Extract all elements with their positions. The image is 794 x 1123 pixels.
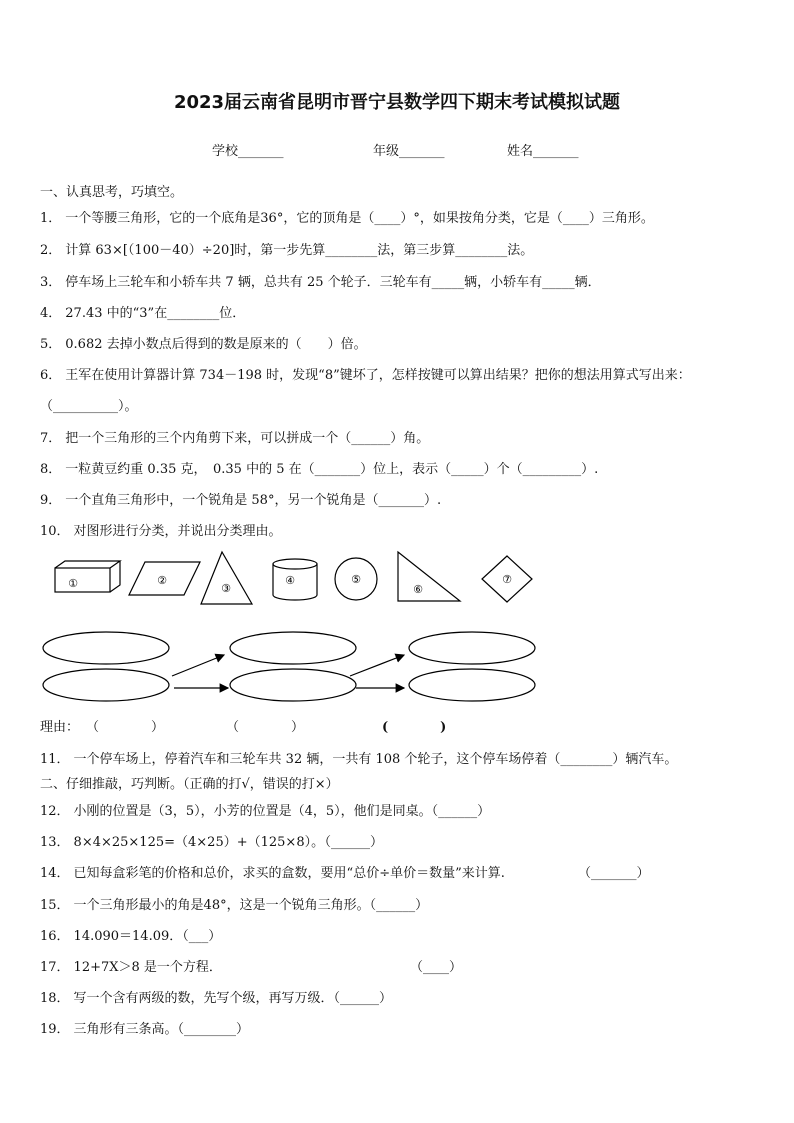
question-number: 15． xyxy=(40,898,70,913)
question-number: 17． xyxy=(40,960,70,975)
question-text: 把一个三角形的三个内角剪下来，可以拼成一个（______）角。 xyxy=(65,431,430,446)
reason-blank-1[interactable]: （ ） xyxy=(86,720,165,735)
figure-label-7: ⑦ xyxy=(502,573,512,586)
question-text: 对图形进行分类，并说出分类理由。 xyxy=(73,524,282,539)
grade-field[interactable]: 年级_______ xyxy=(373,144,445,159)
question-number: 16． xyxy=(40,929,70,944)
question-number: 12． xyxy=(40,804,70,819)
section-heading-2: 二、仔细推敲，巧判断。（正确的打√，错误的打×） xyxy=(40,777,339,792)
question-2 xyxy=(40,239,533,258)
category-ellipse[interactable] xyxy=(43,632,169,664)
reason-label: 理由： xyxy=(40,720,80,735)
cylinder-shape xyxy=(273,559,317,600)
question-text: 14.090＝14.09．（___） xyxy=(73,929,222,944)
question-9 xyxy=(40,489,441,508)
question-number: 9． xyxy=(40,493,62,508)
figure-label-6: ⑥ xyxy=(413,583,423,596)
question-text: 写一个含有两级的数，先写个级，再写万级．（______） xyxy=(73,991,393,1006)
classification-diagram xyxy=(40,628,560,706)
question-12 xyxy=(40,800,490,819)
category-ellipse[interactable] xyxy=(409,669,535,701)
shapes-figure xyxy=(40,548,550,610)
arrow xyxy=(172,655,224,676)
question-number: 10． xyxy=(40,524,70,539)
question-number: 19． xyxy=(40,1022,70,1037)
question-text: 一粒黄豆约重 0.35 克， 0.35 中的 5 在（_______）位上，表示（_____）个（_________）. xyxy=(65,462,599,477)
question-text: 27.43 中的“3”在________位． xyxy=(65,306,246,321)
figure-label-1: ① xyxy=(68,577,78,590)
question-7 xyxy=(40,427,429,446)
figure-label-2: ② xyxy=(157,574,167,587)
question-number: 7． xyxy=(40,431,62,446)
question-number: 13． xyxy=(40,835,70,850)
figure-label-3: ③ xyxy=(221,582,231,595)
question-13-blank[interactable]: （______） xyxy=(318,835,384,850)
question-text: 王军在使用计算器计算 734－198 时，发现“8”键坏了，怎样按键可以算出结果？把你的想法用算式写出来： xyxy=(65,368,691,383)
question-number: 3． xyxy=(40,275,62,290)
reason-blank-3[interactable]: ( ) xyxy=(382,720,447,735)
category-ellipse[interactable] xyxy=(43,669,169,701)
question-17-blank[interactable]: （____） xyxy=(410,960,463,975)
page-title: 2023届云南省昆明市晋宁县数学四下期末考试模拟试题 xyxy=(173,92,621,113)
question-text: 一个等腰三角形，它的一个底角是36°，它的顶角是（____）°，如果按角分类，它是（____）三角形。 xyxy=(65,211,654,226)
right-triangle-shape xyxy=(398,552,460,601)
question-8 xyxy=(40,458,598,477)
category-ellipse[interactable] xyxy=(409,632,535,664)
question-text: 一个三角形最小的角是48°，这是一个锐角三角形。（______） xyxy=(73,898,429,913)
question-text: 已知每盒彩笔的价格和总价，求买的盒数，要用“总价÷单价＝数量”来计算. xyxy=(73,866,505,881)
question-number: 1． xyxy=(40,211,62,226)
question-6 xyxy=(40,364,691,383)
question-15 xyxy=(40,894,428,913)
name-field[interactable]: 姓名_______ xyxy=(507,144,579,159)
question-text: 一个直角三角形中，一个锐角是 58°，另一个锐角是（_______）. xyxy=(65,493,442,508)
category-ellipse[interactable] xyxy=(230,669,356,701)
question-19 xyxy=(40,1018,249,1037)
question-text: 8×4×25×125=（4×25）+（125×8）。 xyxy=(73,835,325,850)
question-11 xyxy=(40,748,677,767)
question-number: 5． xyxy=(40,337,62,352)
category-ellipse[interactable] xyxy=(230,632,356,664)
question-5 xyxy=(40,333,367,352)
question-number: 11． xyxy=(40,752,70,767)
question-18 xyxy=(40,987,392,1006)
question-text: 小刚的位置是（3，5），小芳的位置是（4，5），他们是同桌。（______） xyxy=(73,804,491,819)
question-number: 14． xyxy=(40,866,70,881)
question-text: 12+7X＞8 是一个方程． xyxy=(73,960,222,975)
question-number: 4． xyxy=(40,306,62,321)
question-14-blank[interactable]: （_______） xyxy=(578,866,650,881)
question-16 xyxy=(40,925,221,944)
figure-label-5: ⑤ xyxy=(351,573,361,586)
question-4 xyxy=(40,302,245,321)
question-3 xyxy=(40,271,601,290)
question-number: 18． xyxy=(40,991,70,1006)
question-text: 0.682 去掉小数点后得到的数是原来的（ ）倍。 xyxy=(65,337,367,352)
triangle-shape xyxy=(201,552,252,604)
section-heading-1: 一、认真思考，巧填空。 xyxy=(40,185,184,200)
question-number: 6． xyxy=(40,368,62,383)
school-field[interactable]: 学校_______ xyxy=(212,144,284,159)
question-text: 三角形有三条高。（________） xyxy=(73,1022,250,1037)
cuboid-shape xyxy=(55,561,120,592)
question-14 xyxy=(40,862,505,881)
question-text: 计算 63×[（100－40）÷20]时，第一步先算________法，第三步算________法。 xyxy=(65,243,534,258)
question-number: 2． xyxy=(40,243,62,258)
question-13 xyxy=(40,831,324,850)
question-17 xyxy=(40,956,222,975)
question-10 xyxy=(40,520,282,539)
question-text: 停车场上三轮车和小轿车共 7 辆，总共有 25 个轮子．三轮车有_____辆，小轿车有_____辆． xyxy=(65,275,601,290)
reason-blank-2[interactable]: （ ） xyxy=(226,720,305,735)
question-6-answer: （__________）。 xyxy=(40,399,138,414)
figure-label-4: ④ xyxy=(285,574,295,587)
question-text: 一个停车场上，停着汽车和三轮车共 32 辆，一共有 108 个轮子，这个停车场停着（________）辆汽车。 xyxy=(73,752,678,767)
question-number: 8． xyxy=(40,462,62,477)
arrow xyxy=(350,655,404,676)
question-1 xyxy=(40,207,654,226)
